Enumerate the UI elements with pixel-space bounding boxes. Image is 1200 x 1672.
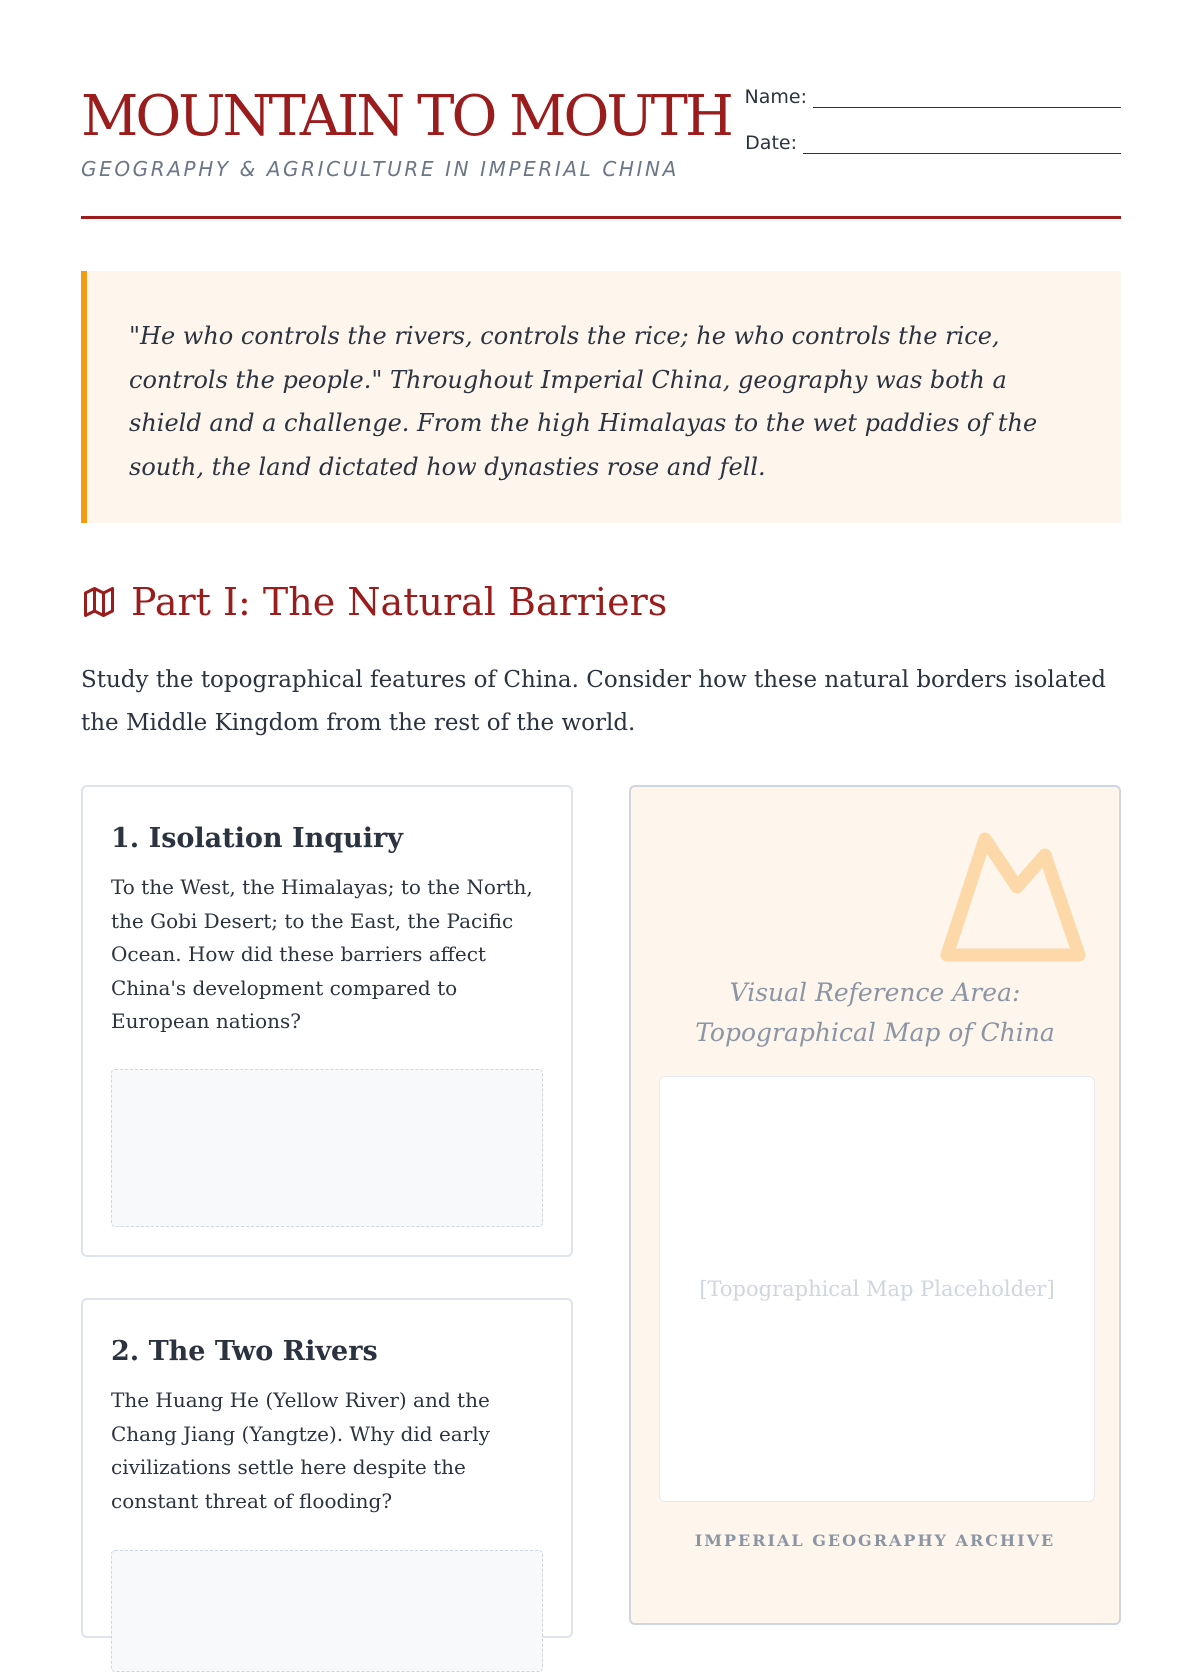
date-line[interactable]	[803, 133, 1121, 154]
question-card-2	[81, 1298, 573, 1638]
section-intro: Study the topographical features of China. Consider how these natural borders isolated the Middle Kingdom from the rest of the world.	[81, 667, 1106, 736]
section-heading	[81, 577, 667, 627]
map-image-area	[659, 1076, 1095, 1502]
archive-label: IMPERIAL GEOGRAPHY ARCHIVE	[694, 1531, 1056, 1550]
question-title: 1. Isolation Inquiry	[111, 823, 403, 854]
question-card-1	[81, 785, 573, 1257]
date-field[interactable]	[745, 132, 1121, 154]
map-caption-line1: Visual Reference Area:	[729, 978, 1021, 1007]
question-text: The Huang He (Yellow River) and the Chang Jiang (Yangtze). Why did early civilizations settle here despite the constant threat of flooding?	[111, 1388, 490, 1513]
map-caption	[631, 973, 1119, 1053]
worksheet-header	[81, 84, 1121, 219]
mountain-icon	[937, 827, 1087, 967]
map-caption-line2: Topographical Map of China	[695, 1018, 1055, 1047]
name-label: Name:	[744, 86, 807, 108]
question-title: 2. The Two Rivers	[111, 1336, 378, 1367]
map-reference-panel	[629, 785, 1121, 1625]
date-label: Date:	[745, 132, 797, 154]
question-text: To the West, the Himalayas; to the North, the Gobi Desert; to the East, the Pacific Ocean. How did these barriers affect China's development compared to European nations?	[111, 875, 533, 1033]
map-icon	[81, 584, 117, 620]
section-title: Part I: The Natural Barriers	[131, 580, 668, 624]
name-field[interactable]	[745, 86, 1121, 108]
answer-box-1[interactable]	[111, 1069, 543, 1227]
intro-quote: "He who controls the rivers, controls the rice; he who controls the rice, controls the people." Throughout Imperial China, geography was both a shield and a challenge. From the high Himalayas to the wet paddies of the south, the land dictated how dynasties rose and fell.	[81, 271, 1121, 523]
worksheet-title: MOUNTAIN TO MOUTH	[81, 84, 731, 149]
answer-box-2[interactable]	[111, 1550, 543, 1672]
name-line[interactable]	[813, 87, 1121, 108]
worksheet-subtitle: GEOGRAPHY & AGRICULTURE IN IMPERIAL CHINA	[81, 157, 679, 181]
map-placeholder: [Topographical Map Placeholder]	[699, 1277, 1055, 1301]
